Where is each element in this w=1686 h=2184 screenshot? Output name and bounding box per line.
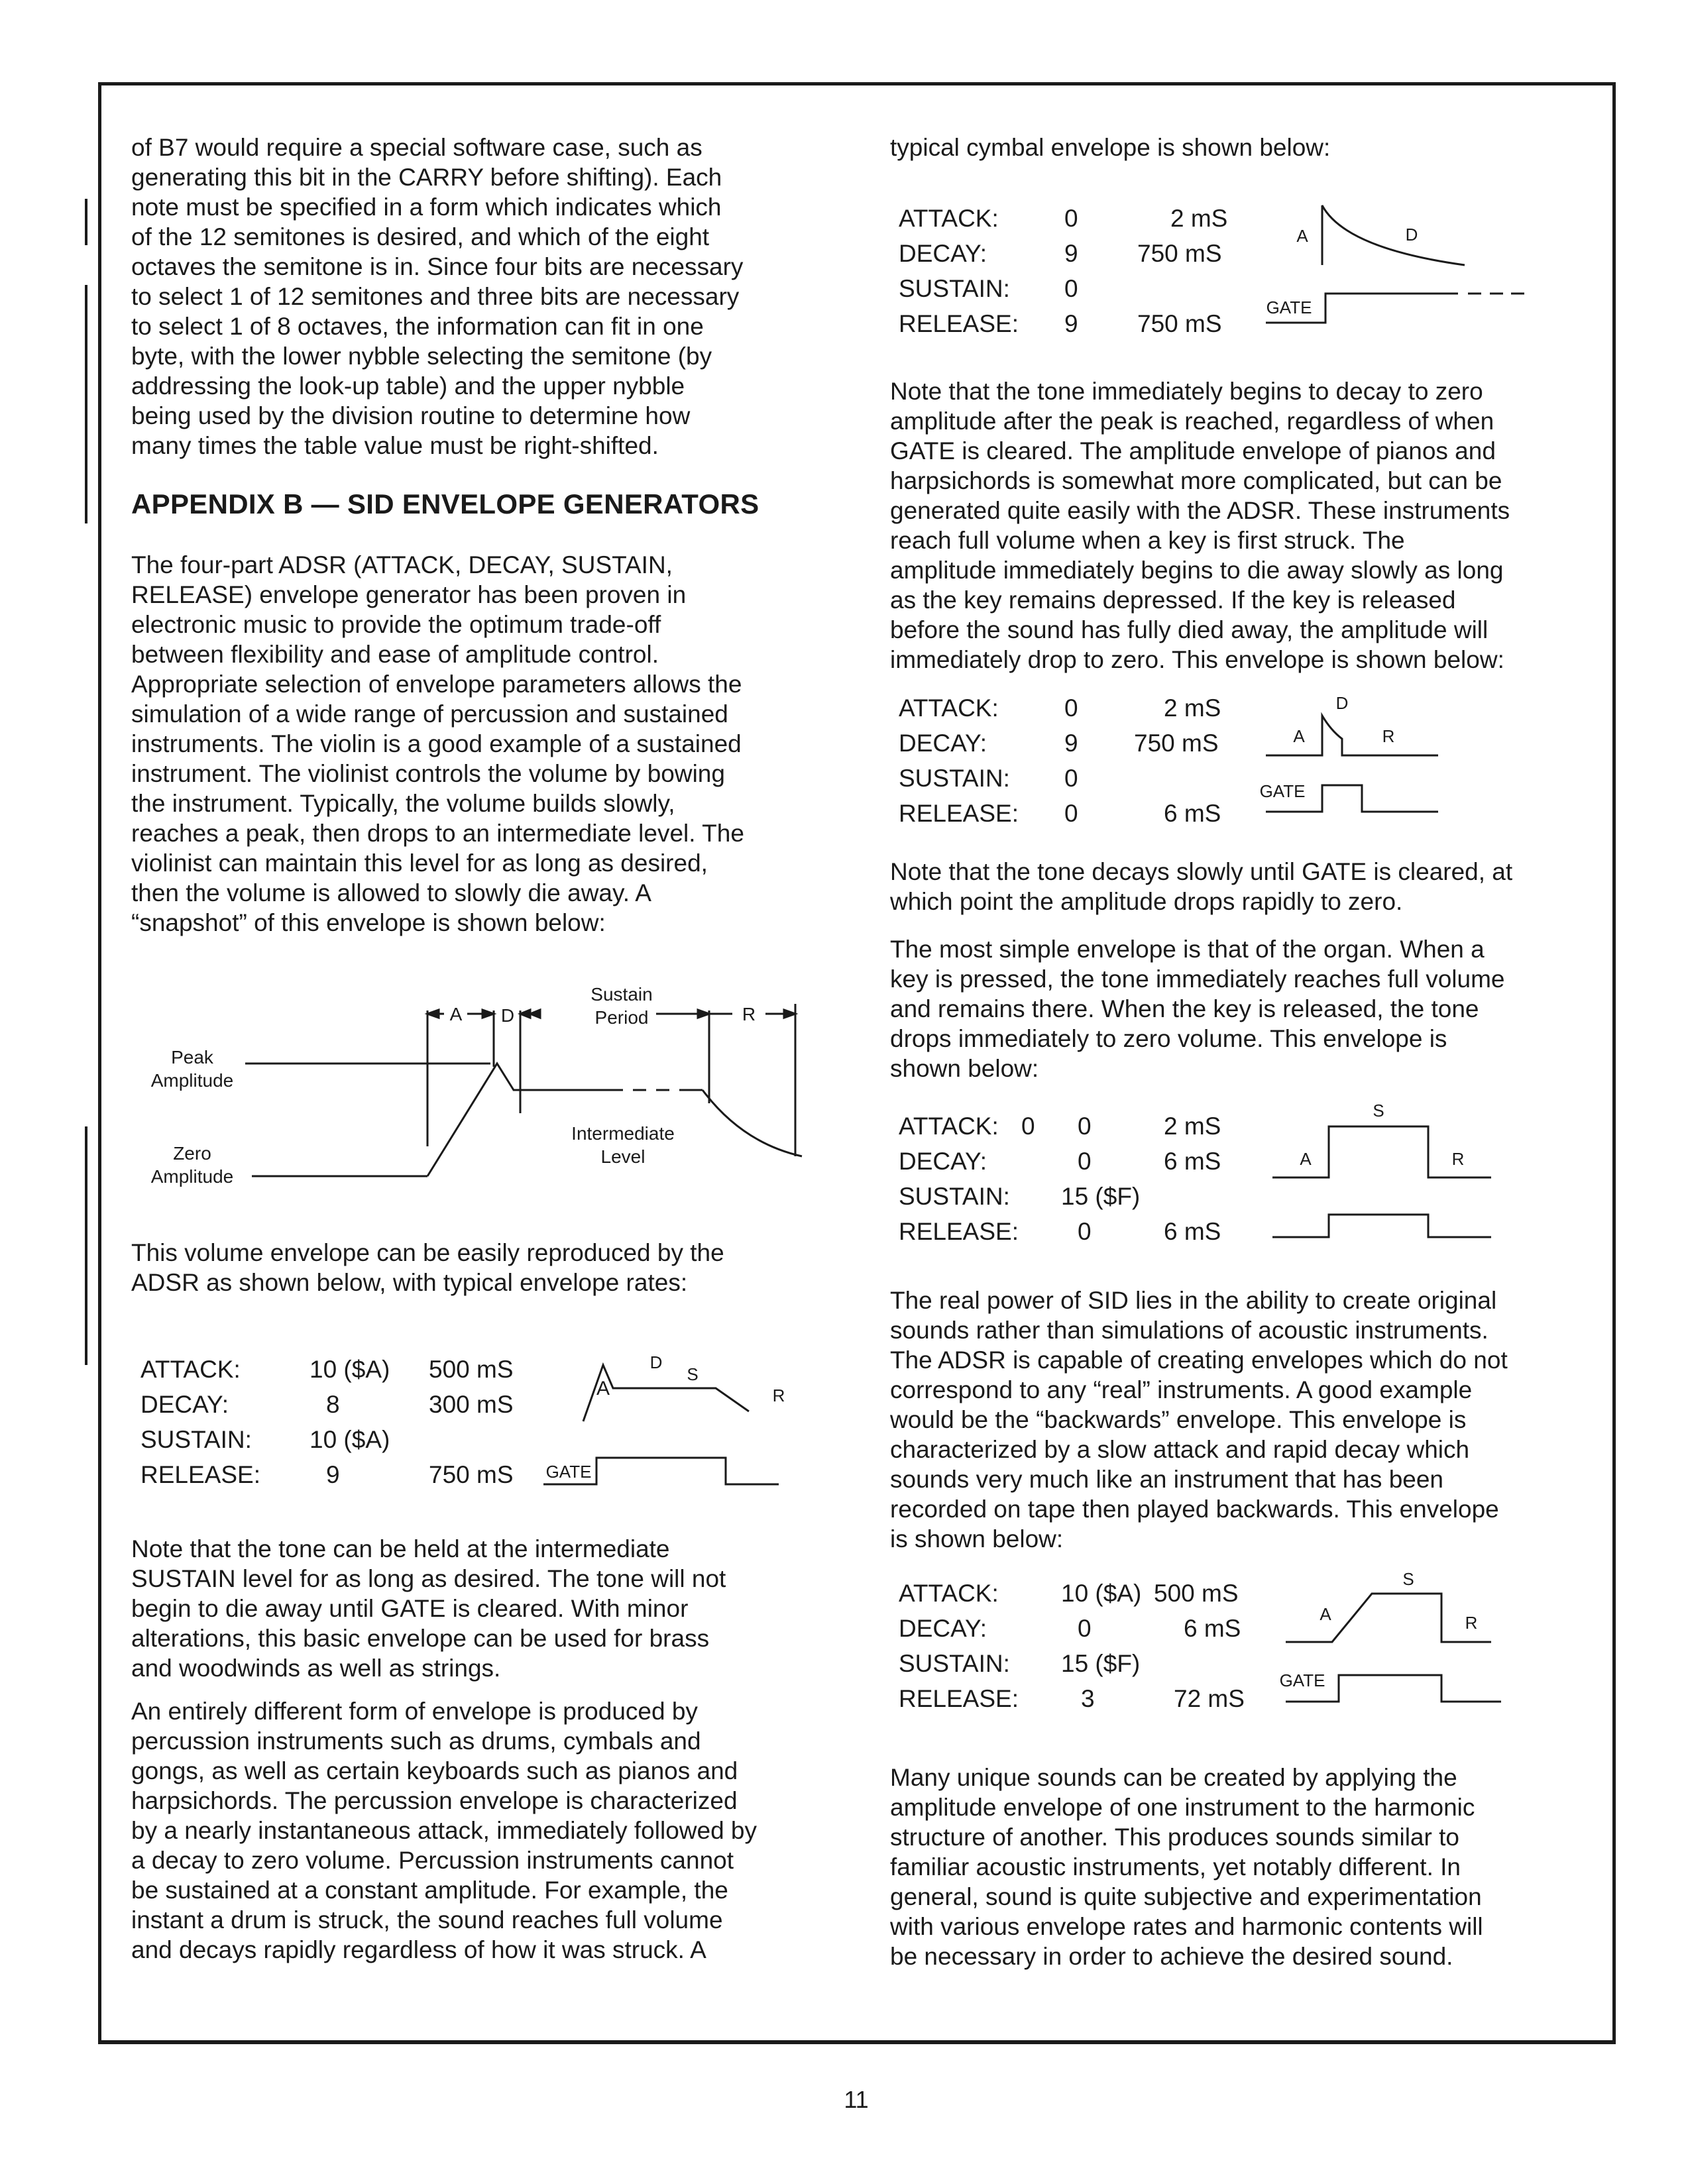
margin-mark	[85, 1126, 87, 1365]
piano-r-label: R	[1382, 726, 1395, 746]
table-row: DECAY: 0 6 mS	[899, 1148, 1221, 1175]
violin-level-label: Level	[600, 1146, 646, 1167]
text-line: electronic music to provide the optimum trade-off	[131, 611, 661, 638]
text-line: is shown below:	[890, 1525, 1064, 1553]
table-row: ATTACK: 0 2 mS	[899, 694, 1221, 722]
table-row: DECAY: 0 6 mS	[899, 1615, 1241, 1642]
left-para-5	[131, 1696, 824, 1965]
diag-d-label: D	[649, 1352, 663, 1372]
table-row: DECAY: 9 750 mS	[899, 730, 1219, 757]
margin-mark	[85, 199, 87, 245]
text-line: would be the “backwards” envelope. This envelope is	[890, 1406, 1467, 1433]
text-line: to select 1 of 8 octaves, the information can fit in one	[131, 313, 704, 340]
text-line: Note that the tone immediately begins to decay to zero	[890, 378, 1483, 405]
diag-r-label: R	[772, 1386, 785, 1405]
right-para-5	[890, 1285, 1583, 1554]
text-line: amplitude immediately begins to die away slowly as long	[890, 557, 1504, 584]
text-line: sounds rather than simulations of acoustic instruments.	[890, 1317, 1489, 1344]
organ-a-label: A	[1300, 1149, 1312, 1169]
text-line: amplitude envelope of one instrument to the harmonic	[890, 1794, 1475, 1821]
text-line: before the sound has fully died away, the amplitude will	[890, 616, 1489, 643]
table-row: SUSTAIN: 0	[899, 275, 1078, 302]
violin-sustain-label: Sustain	[590, 984, 653, 1005]
text-line: The ADSR is capable of creating envelopes which do not	[890, 1346, 1508, 1374]
text-line: many times the table value must be right-shifted.	[131, 432, 659, 459]
cymbal-gate-label: GATE	[1266, 298, 1312, 317]
text-line: harpsichords is somewhat more complicated, but can be	[890, 467, 1502, 494]
diag-s-label: S	[687, 1364, 699, 1384]
text-line: typical cymbal envelope is shown below:	[890, 134, 1331, 161]
text-line: be sustained at a constant amplitude. For example, the	[131, 1877, 728, 1904]
violin-zero-label: Zero	[173, 1143, 211, 1164]
backwards-r-label: R	[1465, 1613, 1478, 1633]
appendix-heading	[131, 488, 824, 521]
text-line: structure of another. This produces sounds similar to	[890, 1824, 1459, 1851]
text-line: to select 1 of 12 semitones and three bits are necessary	[131, 283, 740, 310]
text-line: Note that the tone decays slowly until GATE is cleared, at	[890, 858, 1513, 885]
backwards-a-label: A	[1320, 1604, 1331, 1624]
violin-zero-amplitude-label: Amplitude	[150, 1166, 234, 1187]
violin-a-label: A	[449, 1004, 463, 1024]
cymbal-adsr-table	[899, 201, 1270, 341]
text-line: between flexibility and ease of amplitude control.	[131, 641, 659, 668]
text-line: which point the amplitude drops rapidly to zero.	[890, 888, 1403, 915]
text-line: violinist can maintain this level for as long as desired,	[131, 849, 708, 877]
margin-mark	[85, 285, 87, 523]
cymbal-d-label: D	[1405, 225, 1418, 245]
text-line: drops immediately to zero volume. This envelope is	[890, 1025, 1447, 1052]
right-para-1	[890, 133, 1583, 162]
text-line: ADSR as shown below, with typical envelope rates:	[131, 1269, 688, 1296]
text-line: instant a drum is struck, the sound reaches full volume	[131, 1906, 723, 1934]
table-row: ATTACK: 10 ($A) 500 mS	[140, 1356, 514, 1383]
left-para-4	[131, 1534, 824, 1683]
organ-r-label: R	[1451, 1149, 1465, 1169]
table-row: RELEASE: 9 750 mS	[140, 1461, 514, 1488]
text-line: reach full volume when a key is first struck. The	[890, 527, 1405, 554]
text-line: of B7 would require a special software case, such as	[131, 134, 702, 161]
text-line: note must be specified in a form which indicates which	[131, 193, 722, 221]
text-line: byte, with the lower nybble selecting the semitone (by	[131, 343, 712, 370]
text-line: being used by the division routine to determine how	[131, 402, 691, 429]
text-line: by a nearly instantaneous attack, immediately followed by	[131, 1817, 758, 1844]
text-line: begin to die away until GATE is cleared. With minor	[131, 1595, 689, 1622]
violin-envelope-diagram	[133, 981, 822, 1199]
text-line: alterations, this basic envelope can be used for brass	[131, 1625, 710, 1652]
table-row: RELEASE: 3 72 mS	[899, 1685, 1245, 1712]
text-line: the instrument. Typically, the volume builds slowly,	[131, 790, 675, 817]
text-line: “snapshot” of this envelope is shown below:	[131, 909, 606, 936]
text-line: amplitude after the peak is reached, regardless of when	[890, 408, 1494, 435]
violin-adsr-table	[140, 1352, 538, 1492]
text-line: familiar acoustic instruments, yet notably different. In	[890, 1853, 1461, 1881]
text-line: characterized by a slow attack and rapid decay which	[890, 1436, 1470, 1463]
text-line: correspond to any “real” instruments. A good example	[890, 1376, 1473, 1403]
diag-a-label: A	[596, 1378, 610, 1399]
organ-adsr-table	[899, 1109, 1270, 1249]
text-line: generated quite easily with the ADSR. These instruments	[890, 497, 1510, 524]
table-row: SUSTAIN: 0	[899, 765, 1078, 792]
text-line: of the 12 semitones is desired, and which of the eight	[131, 223, 710, 250]
text-line: Appropriate selection of envelope parameters allows the	[131, 671, 742, 698]
text-line: and woodwinds as well as strings.	[131, 1655, 501, 1682]
violin-r-label: R	[742, 1004, 756, 1024]
backwards-s-label: S	[1402, 1569, 1414, 1589]
text-line: An entirely different form of envelope is produced by	[131, 1698, 698, 1725]
backwards-diagram	[1259, 1564, 1524, 1723]
table-row: SUSTAIN: 15 ($F)	[899, 1183, 1141, 1210]
violin-intermediate-label: Intermediate	[571, 1123, 675, 1144]
text-line: The four-part ADSR (ATTACK, DECAY, SUSTAIN,	[131, 551, 673, 578]
text-line: shown below:	[890, 1055, 1039, 1082]
text-line: with various envelope rates and harmonic contents will	[890, 1913, 1483, 1940]
text-line: as the key remains depressed. If the key is released	[890, 586, 1456, 614]
organ-s-label: S	[1373, 1101, 1384, 1120]
text-line: key is pressed, the tone immediately reaches full volume	[890, 965, 1505, 993]
text-line: The most simple envelope is that of the organ. When a	[890, 936, 1485, 963]
piano-a-label: A	[1293, 726, 1305, 746]
text-line: generating this bit in the CARRY before shifting). Each	[131, 164, 722, 191]
table-row: RELEASE: 9 750 mS	[899, 310, 1222, 337]
text-line: recorded on tape then played backwards. This envelope	[890, 1496, 1499, 1523]
text-line: instrument. The violinist controls the volume by bowing	[131, 760, 725, 787]
right-para-2	[890, 376, 1583, 675]
text-line: and decays rapidly regardless of how it was struck. A	[131, 1936, 706, 1963]
table-row: ATTACK: 10 ($A) 500 mS	[899, 1580, 1239, 1607]
violin-period-label: Period	[594, 1007, 649, 1028]
table-row: ATTACK: 0 2 mS	[899, 205, 1228, 232]
text-line: The real power of SID lies in the ability to create original	[890, 1287, 1497, 1314]
text-line: reaches a peak, then drops to an intermediate level. The	[131, 820, 744, 847]
table-row: ATTACK: 0 0 2 mS	[899, 1113, 1221, 1140]
violin-peak-label: Peak	[171, 1047, 213, 1067]
text-line: percussion instruments such as drums, cymbals and	[131, 1727, 701, 1755]
text-line: then the volume is allowed to slowly die away. A	[131, 879, 651, 906]
section-heading: APPENDIX B — SID ENVELOPE GENERATORS	[131, 488, 759, 519]
text-line: Note that the tone can be held at the intermediate	[131, 1535, 670, 1562]
violin-adsr-diagram	[537, 1342, 802, 1501]
table-row: RELEASE: 0 6 mS	[899, 800, 1221, 827]
piano-d-label: D	[1335, 693, 1349, 713]
text-line: gongs, as well as certain keyboards such as pianos and	[131, 1757, 738, 1784]
text-line: general, sound is quite subjective and experimentation	[890, 1883, 1482, 1910]
table-row: RELEASE: 0 6 mS	[899, 1218, 1221, 1245]
page-number: 11	[844, 2086, 869, 2113]
text-line: Many unique sounds can be created by applying the	[890, 1764, 1457, 1791]
left-para-2	[131, 550, 824, 938]
text-line: SUSTAIN level for as long as desired. The tone will not	[131, 1565, 726, 1592]
text-line: octaves the semitone is in. Since four bits are necessary	[131, 253, 744, 280]
text-line: RELEASE) envelope generator has been proven in	[131, 581, 687, 608]
text-line: immediately drop to zero. This envelope is shown below:	[890, 646, 1504, 673]
violin-peak-amplitude-label: Amplitude	[150, 1070, 234, 1091]
diag-gate-label: GATE	[545, 1462, 592, 1482]
text-line: harpsichords. The percussion envelope is characterized	[131, 1787, 738, 1814]
piano-gate-label: GATE	[1259, 781, 1306, 801]
left-para-1	[131, 133, 824, 461]
right-para-6	[890, 1763, 1583, 1971]
table-row: DECAY: 9 750 mS	[899, 240, 1222, 267]
text-line: This volume envelope can be easily reproduced by the	[131, 1239, 724, 1266]
piano-adsr-table	[899, 690, 1270, 831]
right-para-3	[890, 857, 1583, 916]
left-para-3	[131, 1238, 824, 1297]
text-line: instruments. The violin is a good example of a sustained	[131, 730, 742, 757]
backwards-adsr-table	[899, 1576, 1270, 1716]
right-para-4	[890, 934, 1583, 1083]
piano-diagram	[1246, 689, 1458, 835]
text-line: simulation of a wide range of percussion and sustained	[131, 700, 728, 728]
text-line: a decay to zero volume. Percussion instruments cannot	[131, 1847, 734, 1874]
text-line: sounds very much like an instrument that has been	[890, 1466, 1444, 1493]
text-line: and remains there. When the key is released, the tone	[890, 995, 1479, 1022]
text-line: addressing the look-up table) and the upper nybble	[131, 372, 685, 400]
table-row: DECAY: 8 300 mS	[140, 1391, 514, 1418]
violin-d-label: D	[500, 1005, 515, 1026]
table-row: SUSTAIN: 10 ($A)	[140, 1426, 390, 1453]
cymbal-a-label: A	[1296, 226, 1308, 246]
backwards-gate-label: GATE	[1279, 1670, 1325, 1690]
cymbal-diagram	[1246, 195, 1564, 348]
organ-diagram	[1259, 1097, 1511, 1256]
text-line: GATE is cleared. The amplitude envelope of pianos and	[890, 437, 1496, 464]
text-line: be necessary in order to achieve the desired sound.	[890, 1943, 1453, 1970]
table-row: SUSTAIN: 15 ($F)	[899, 1650, 1141, 1677]
